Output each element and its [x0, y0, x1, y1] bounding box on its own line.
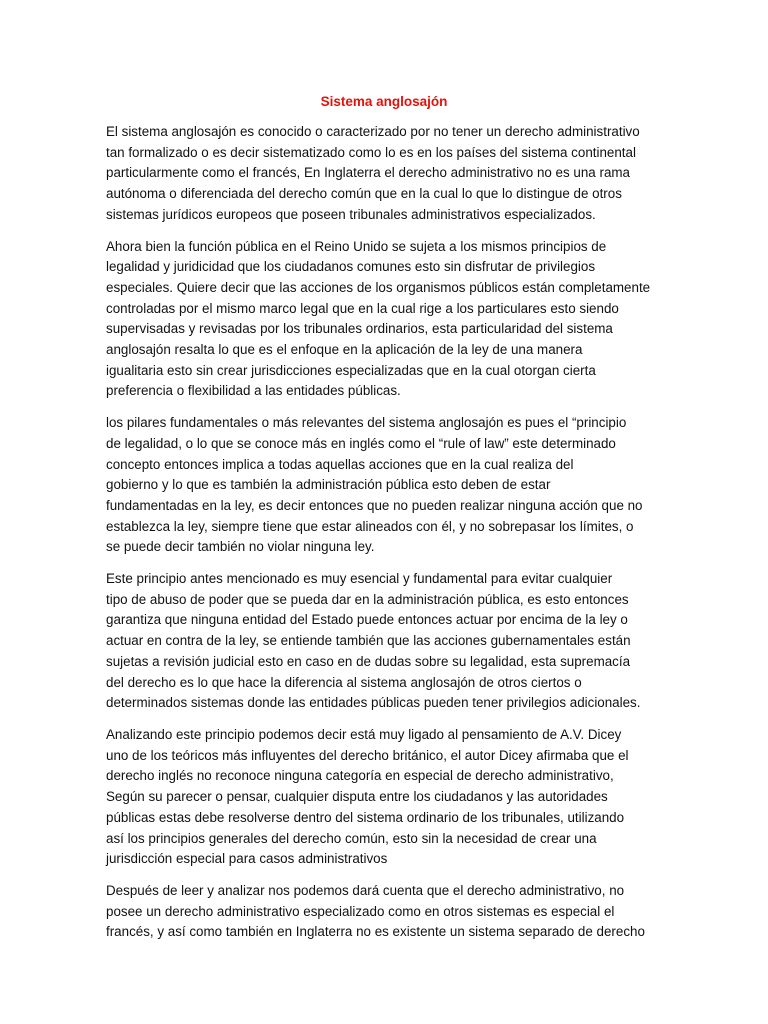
paragraph-conclusion: Después de leer y analizar nos podemos dará cuenta que el derecho administrativo, no posee un derecho administrativo especializado como en otros sistemas es especial el francés, y así como también en Inglaterra no es existente un sistema separado de derecho: [106, 882, 645, 940]
paragraph-dicey: Analizando este principio podemos decir está muy ligado al pensamiento de A.V. Dicey uno de los teóricos más influyentes del derecho británico, el autor Dicey afirmaba que el derecho inglés no reconoce ninguna categoría en especial de derecho administrativo, Según su parecer o pensar, cualquier disputa entre los ciudadanos y las autoridades públicas estas debe resolverse dentro del sistema ordinario de los tribunales, utilizando así los principios generales del derecho común, esto sin la necesidad de crear una jurisdicción especial para casos administrativos: [106, 726, 629, 867]
document-title: Sistema anglosajón: [320, 94, 448, 109]
paragraph-principle: Este principio antes mencionado es muy esencial y fundamental para evitar cualquier tipo de abuso de poder que se pueda dar en la administración pública, es esto entonces garantiza que ninguna entidad del Estado puede entonces actuar por encima de la ley o actuar en contra de la ley, se entiende también que las acciones gubernamentales están sujetas a revisión judicial esto en caso en de dudas sobre su legalidad, esta supremacía del derecho es lo que hace la diferencia al sistema anglosajón de otros ciertos o determinados sistemas donde las entidades públicas pueden tener privilegios adicionales.: [106, 571, 641, 711]
paragraph-rule-of-law: los pilares fundamentales o más relevantes del sistema anglosajón es pues el “principio de legalidad, o lo que se conoce más en inglés como el “rule of law” este determinado concepto entonces implica a todas aquellas acciones que en la cual realiza del gobierno y lo que es también la administración pública esto deben de estar fundamentadas en la ley, es decir entonces que no pueden realizar ninguna acción que no establezca la ley, siempre tiene que estar alineados con él, y no sobrepasar los límites, o se puede decir también no violar ninguna ley.: [106, 415, 643, 555]
paragraph-intro: El sistema anglosajón es conocido o caracterizado por no tener un derecho administrativo tan formalizado o es decir sistematizado como lo es en los países del sistema continental particularmente como el francés, En Inglaterra el derecho administrativo no es una rama autónoma o diferenciada del derecho común que en la cual lo que lo distingue de otros sistemas jurídicos europeos que poseen tribunales administrativos especializados.: [106, 124, 640, 222]
document-page: [106, 92, 662, 954]
paragraph-public-function: Ahora bien la función pública en el Reino Unido se sujeta a los mismos principios de legalidad y juridicidad que los ciudadanos comunes esto sin disfrutar de privilegios especiales. Quiere decir que las acciones de los organismos públicos están completamente controladas por el mismo marco legal que en la cual rige a los particulares esto siendo supervisadas y revisadas por los tribunales ordinarios, esta particularidad del sistema anglosajón resalta lo que es el enfoque en la aplicación de la ley de una manera igualitaria esto sin crear jurisdicciones especializadas que en la cual otorgan cierta preferencia o flexibilidad a las entidades públicas.: [106, 238, 651, 399]
